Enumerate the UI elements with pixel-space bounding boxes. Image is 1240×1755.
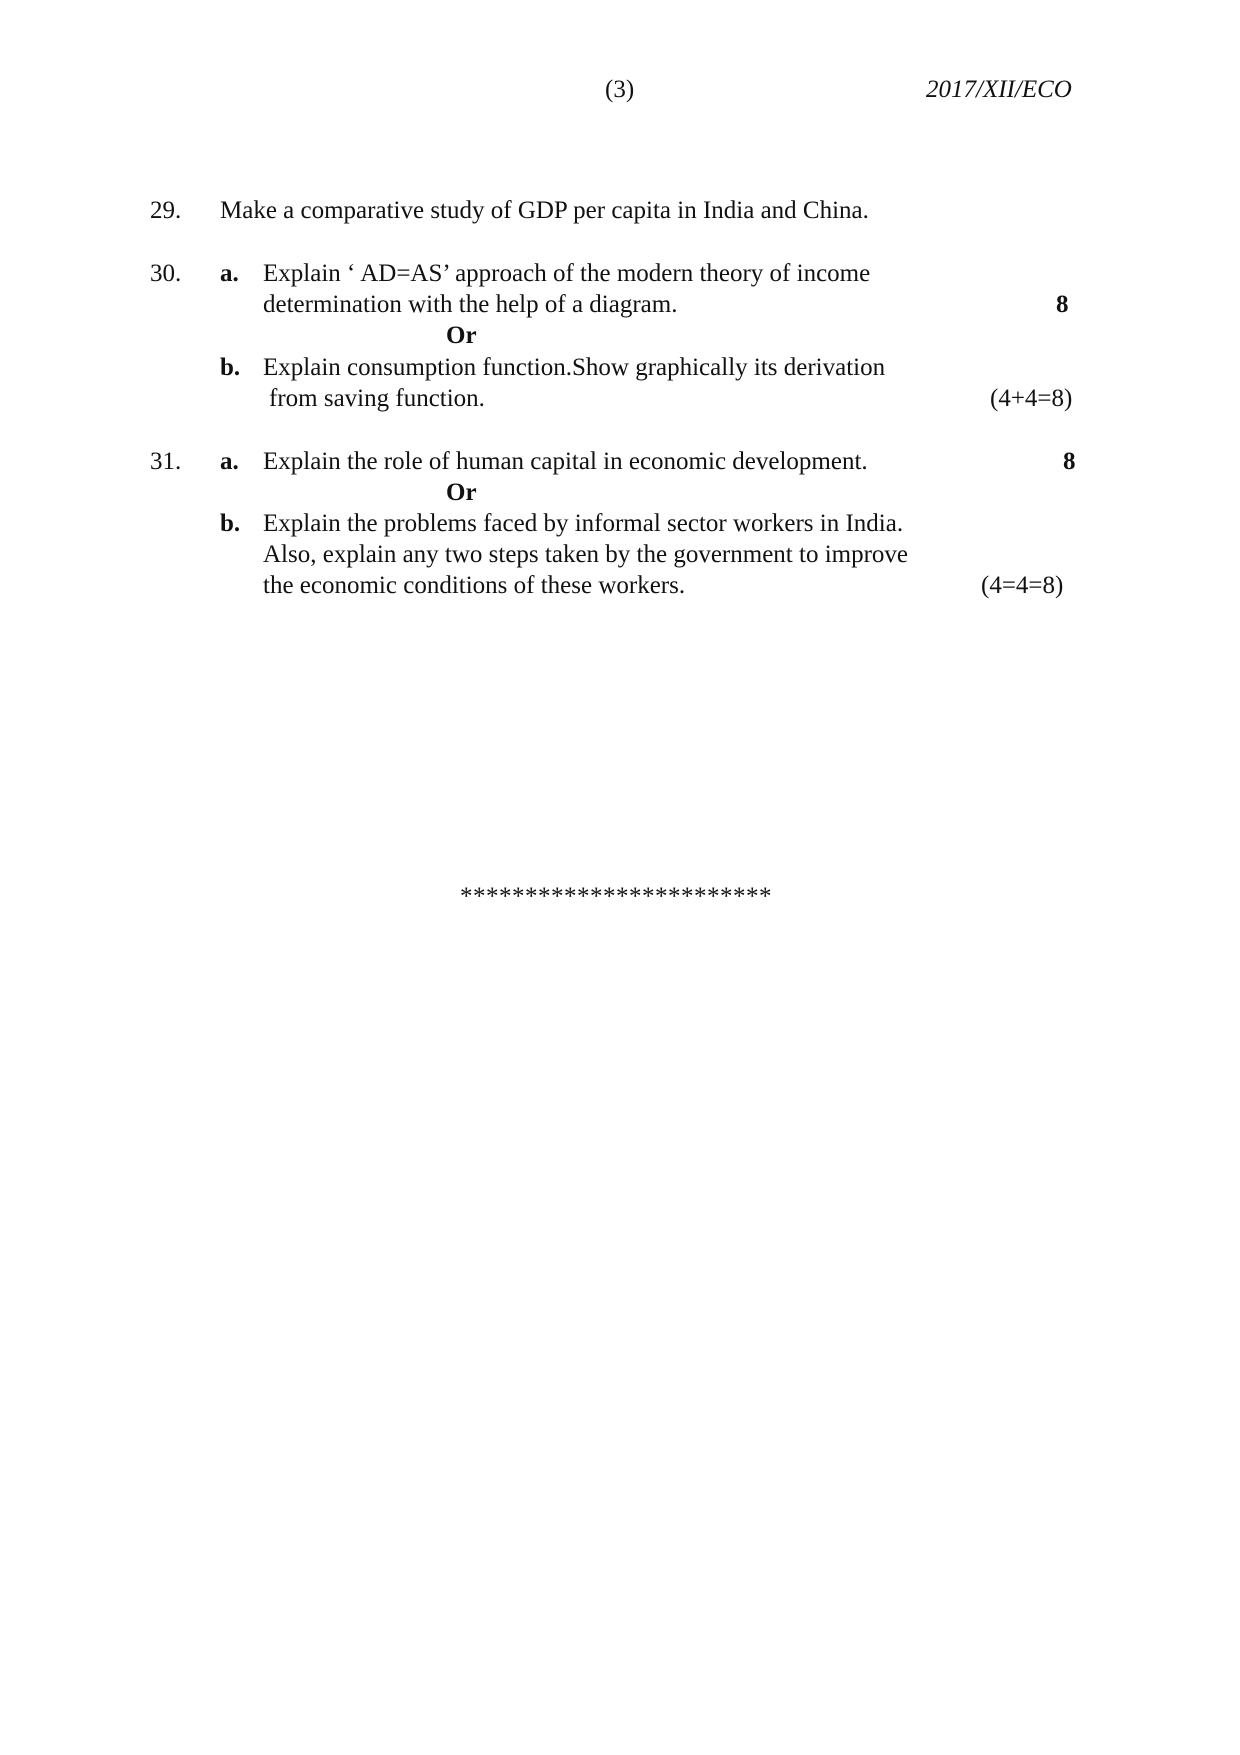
option-a-label: a. [220,448,239,475]
option-b-text-line-2: Also, explain any two steps taken by the government to improve [263,541,909,568]
option-b-label: b. [220,510,241,537]
option-a-marks: 8 [1063,448,1076,475]
or-separator: Or [446,322,477,349]
question-number: 29. [150,197,182,224]
question-number: 31. [150,448,182,475]
question-number: 30. [150,260,182,287]
or-separator: Or [446,479,477,506]
option-a-text-line-2: determination with the help of a diagram. [263,291,678,318]
option-a-text-line-1: Explain the role of human capital in economic development. [263,448,868,475]
option-b-text-line-1: Explain consumption function.Show graphically its derivation [263,354,886,381]
option-a-label: a. [220,260,239,287]
option-b-text-line-3: the economic conditions of these workers. [263,572,686,599]
option-b-marks: (4+4=8) [990,385,1073,412]
option-b-text-line-1: Explain the problems faced by informal sector workers in India. [263,510,904,537]
paper-code: 2017/XII/ECO [926,76,1072,103]
option-a-text-line-1: Explain ‘ AD=AS’ approach of the modern theory of income [263,260,871,287]
option-b-marks: (4=4=8) [981,572,1064,599]
page-number: (3) [605,76,635,103]
question-text: Make a comparative study of GDP per capita in India and China. [220,197,869,224]
option-b-label: b. [220,354,241,381]
end-of-paper-separator: ************************ [460,883,772,910]
option-b-text-line-2: from saving function. [269,385,485,412]
option-a-marks: 8 [1056,291,1069,318]
